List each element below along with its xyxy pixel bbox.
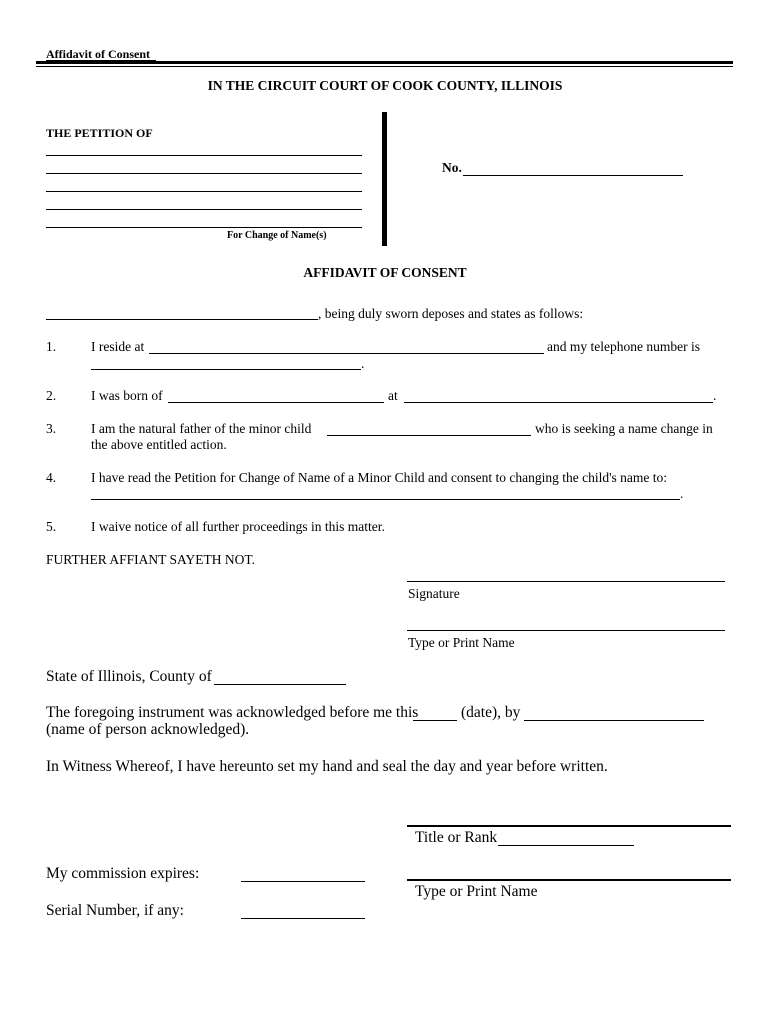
petitioner-line-2[interactable] bbox=[46, 173, 362, 174]
item-4-end: . bbox=[680, 486, 684, 501]
new-name-line[interactable] bbox=[91, 499, 680, 500]
petitioner-line-1[interactable] bbox=[46, 155, 362, 156]
notary-signature-line[interactable] bbox=[407, 825, 731, 827]
intro-text: , being duly sworn deposes and states as follows: bbox=[318, 306, 584, 321]
item-2-number: 2. bbox=[46, 388, 57, 403]
birthplace-line[interactable] bbox=[404, 402, 713, 403]
item-1-text-b: and my telephone number is bbox=[547, 339, 700, 354]
form-title: Affidavit of Consent bbox=[46, 47, 150, 61]
petition-label: THE PETITION OF bbox=[46, 126, 153, 140]
ack-date-line[interactable] bbox=[413, 720, 457, 721]
affiant-name-line[interactable] bbox=[46, 319, 318, 320]
item-4-text: I have read the Petition for Change of Name of a Minor Child and consent to changing the child's name to: bbox=[91, 470, 668, 485]
item-3-number: 3. bbox=[46, 421, 57, 436]
document-title: AFFIDAVIT OF CONSENT bbox=[303, 265, 467, 280]
item-3-text-b: who is seeking a name change in bbox=[535, 421, 713, 436]
item-4-number: 4. bbox=[46, 470, 57, 485]
case-no-line[interactable] bbox=[463, 175, 683, 176]
further-affiant: FURTHER AFFIANT SAYETH NOT. bbox=[46, 552, 255, 567]
item-5-number: 5. bbox=[46, 519, 57, 534]
header-rule-thin bbox=[36, 66, 733, 67]
court-heading: IN THE CIRCUIT COURT OF COOK COUNTY, ILLINOIS bbox=[207, 78, 563, 93]
ack-text-c: (name of person acknowledged). bbox=[46, 721, 250, 738]
born-of-line[interactable] bbox=[168, 402, 384, 403]
affiant-print-name-line[interactable] bbox=[407, 630, 725, 631]
header-rule-thick bbox=[36, 61, 733, 64]
petitioner-line-5[interactable] bbox=[46, 227, 362, 228]
ack-person-line[interactable] bbox=[524, 720, 704, 721]
item-3-text-c: the above entitled action. bbox=[91, 437, 227, 452]
item-1-text: I reside at bbox=[91, 339, 145, 354]
notary-print-name-label: Type or Print Name bbox=[415, 883, 538, 900]
notary-print-name-line[interactable] bbox=[407, 879, 731, 881]
item-5-text: I waive notice of all further proceedings in this matter. bbox=[91, 519, 385, 534]
signature-label: Signature bbox=[408, 586, 460, 601]
county-line[interactable] bbox=[214, 684, 346, 685]
residence-line[interactable] bbox=[149, 353, 544, 354]
item-2-end: . bbox=[713, 388, 717, 403]
petitioner-line-4[interactable] bbox=[46, 209, 362, 210]
change-note: For Change of Name(s) bbox=[227, 230, 327, 241]
signature-line[interactable] bbox=[407, 581, 725, 582]
state-county-text: State of Illinois, County of bbox=[46, 668, 212, 685]
item-3-text: I am the natural father of the minor child bbox=[91, 421, 312, 436]
item-1-number: 1. bbox=[46, 339, 57, 354]
ack-text-b: (date), by bbox=[461, 704, 521, 721]
witness-text: In Witness Whereof, I have hereunto set my hand and seal the day and year before written. bbox=[46, 758, 608, 775]
item-1-end: . bbox=[361, 356, 365, 371]
serial-label: Serial Number, if any: bbox=[46, 902, 184, 919]
caption-divider bbox=[382, 112, 387, 246]
title-rank-label: Title or Rank bbox=[415, 829, 498, 846]
ack-text-a: The foregoing instrument was acknowledged before me this bbox=[46, 704, 419, 721]
item-2-text: I was born of bbox=[91, 388, 163, 403]
title-rank-line[interactable] bbox=[498, 845, 634, 846]
serial-line[interactable] bbox=[241, 918, 365, 919]
case-no-label: No. bbox=[442, 160, 462, 175]
minor-child-line[interactable] bbox=[327, 435, 531, 436]
petitioner-line-3[interactable] bbox=[46, 191, 362, 192]
commission-line[interactable] bbox=[241, 881, 365, 882]
item-2-text-b: at bbox=[388, 388, 398, 403]
telephone-line[interactable] bbox=[91, 369, 361, 370]
affiant-print-name-label: Type or Print Name bbox=[408, 635, 515, 650]
commission-label: My commission expires: bbox=[46, 865, 200, 882]
